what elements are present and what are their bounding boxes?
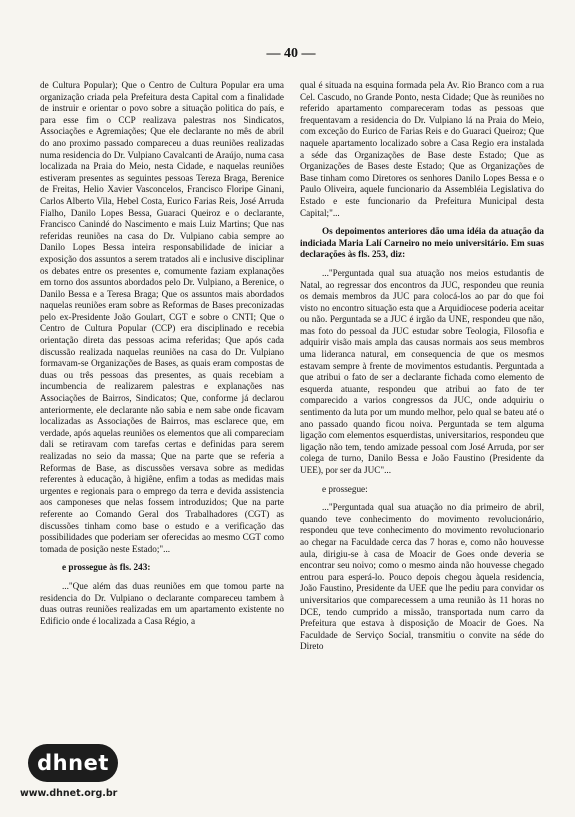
- page-number: — 40 —: [266, 46, 316, 61]
- right-quote-2: ..."Perguntada qual sua atuação no dia primeiro de abril, quando teve conhecimento do movimento revolucionário, respondeu que teve conhecimento do movimento revolucionario ao chegar na Faculdade cerca das 7 horas e, como não houvesse aula, dirigiu-se à casa de Moacir de Goes onde deveria se encontrar seu noivo; como o mesmo ainda não houvesse chegado entrou para esperá-lo. Pouco depois chegou àquela residencia, João Faustino, Presidente da UEE que lhe pediu para convidar os universitarios que comparecessem a uma reunião às 11 horas no DCE, tendo cumprido a missão, transportada num carro da Prefeitura que estava à disposição de Moacir de Goes. Na Faculdade de Serviço Social, transmitiu o convite na séde do Direto: [300, 502, 544, 652]
- right-quote-1: ..."Perguntada qual sua atuação nos meios estudantis de Natal, ao regressar dos encontros da JUC, respondeu que reunia os demais membros da JUC para colocá-los ao par do que foi visto no encontro situação esta que a Arquidiocese poderia aceitar ou não. Perguntada se a JUC é irgão da UNE, respondeu que não, mas foto do pessoal da JUC estudar sobre Teologia, Filosofia e adquirir visão mais ampla das causas normais aos seus membros uma lideranca natural, em consequencia de que os mesmos estavam sempre à frente de movimentos estudantis. Perguntada a que atribui o fato de ser a declarante fichada como elemento de esquerda atuante, respondeu que atribui ao fato de ter comparecido a varios congressos da JUC, onde adquiriu o sentimento da luta por um mundo melhor, pelo qual se bateu até o ano passado quando ficou noiva. Perguntada se tem alguma ligação com elementos esquerdistas, universitarios, respondeu que ligação não tem, tendo amizade pessoal com José Arruda, por ser colega de turno, Danilo Bessa e João Faustino (Presidente da UEE), por ser da JUC"...: [300, 267, 544, 475]
- right-column: [300, 80, 544, 660]
- left-continue-label: e prossegue às fls. 243:: [62, 562, 151, 573]
- right-continue-label: e prossegue:: [322, 483, 368, 494]
- left-quote: ..."Que além das duas reuniões em que tomou parte na residencia do Dr. Vulpiano o declarante compareceu tambem à duas outras reuniões realizadas em um apartamento existente no Edificio onde é localizada a Casa Régio, a: [40, 580, 284, 626]
- logo-url: www.dhnet.org.br: [20, 788, 118, 799]
- right-heading: Os depoimentos anteriores dão uma idéia da atuação da indiciada Maria Lalí Carneiro no meio universitário. Em suas declarações às fls. 253, diz:: [300, 226, 544, 260]
- logo-badge: dhnet: [28, 744, 118, 782]
- left-column: [40, 80, 284, 634]
- right-paragraph-top: qual é situada na esquina formada pela Av. Rio Branco com a rua Cel. Cascudo, no Grande Ponto, nesta Cidade; Que às reuniões no referido apartamento compareceram todas as pessoas que frequentavam a residencia do Dr. Vulpiano lá na Praia do Meio, com exceção do Eurico de Farias Reis e do Guaraci Queiroz; Que naquele apartamento localizado sobre a Casa Regio era instalada a séde das Organizações de Base deste Estado; Que as Organizações de Bases deste Estado; Que as Organizações de Base tinham como Diretores os senhores Danilo Lopes Bessa e o Paulo Oliveira, aquele funcionario da Assembléia Legislativa do Estado e este funcionario da Prefeitura Municipal desta Capital;"...: [300, 80, 544, 218]
- left-paragraph: de Cultura Popular); Que o Centro de Cultura Popular era uma organização criada pela Prefeitura desta Capital com a finalidade de instruir e orientar o povo sobre a situação politica do país, e para esse fim o CCP realizava palestras nos Sindicatos, Associações e Agremiações; Que ele declarante no mês de abril do ano proximo passado compareceu a duas reuniões realizadas numa residencia do Dr. Vulpiano Cavalcanti de Araújo, numa casa localizada na Praia do Meio, nesta Cidade, e naquelas reuniões estiveram presentes as seguintes pessoas Tereza Braga, Berenice de Freitas, Helio Xavier Vasconcelos, Francisco Floripe Ginani, Carlos Alberto Vila, Hebel Costa, Eurico Farias Reis, José Arruda Fialho, Danilo Lopes Bessa, Guaraci Queiroz e o declarante, Francisco Canindé do Nascimento e mais Luiz Martins; Que nas referidas reuniões na casa do Dr. Vulpiano cabia sempre ao Danilo Lopes Bessa inteira responsabilidade de iniciar a exposição dos assuntos a serem tratados ali e inclusive disciplinar os debates entre os presentes e, comumente faziam explanações em torno dos assuntos abordados pelo Dr. Vulpiano, a Berenice, o Danilo Bessa e a Teresa Braga; Que os assuntos mais abordados naquelas reuniões eram sobre as Reformas de Bases preconizadas pelo ex-Presidente João Goulart, CGT e sobre o CNTI; Que o Centro de Cultura Popular (CCP) era disciplinado e recebia orientação direta das pessoas acima referidas; Que após cada discussão realizada naquelas reuniões na casa do Dr. Vulpiano formavam-se Organizações de Bases, as quais eram compostas de duas ou três pessoas das presentes, as quais recebiam a incumbencia de realizarem palestras e explanações nas Associações de Bairros, Sindicatos; Que, conforme já declarou anteriormente, ele declarante não sabia e nem sabe onde ficavam localizadas as Associações de Bairros, mas esclarece que, em verdade, após aquelas reuniões os elementos que ali compareciam dali se retiravam com tarefas certas e definidas para serem realizadas no seio da massa; Que na parte que se referia a Reformas de Base, as discussões versava sobre as medidas referentes à educação, à higiêne, enfim a todas as medidas mais urgentes e regionais para o emprego da terra e devida assistencia aos camponeses que nelas fossem introduzidos; Que na parte referente ao Comando Geral dos Trabalhadores (CGT) as discussões tinham como base o estudo e a verificação das possibilidades que poderiam ser oferecidas ao mesmo CGT como tomada de posição neste Estado;"...: [40, 80, 284, 554]
- dhnet-logo: [20, 744, 148, 808]
